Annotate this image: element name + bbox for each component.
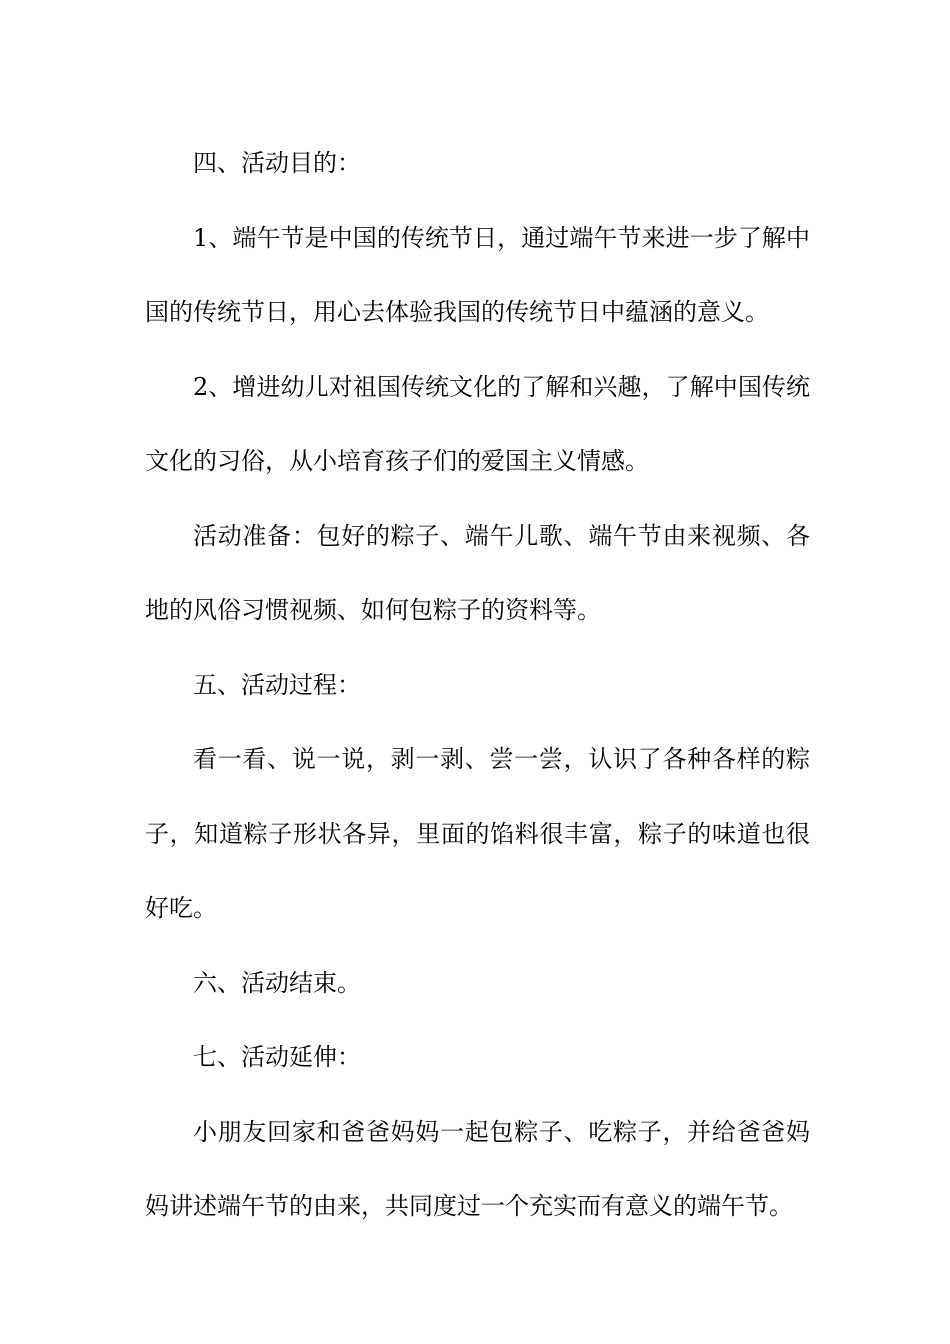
heading-activity-goals: 四、活动目的： xyxy=(193,149,361,177)
heading-activity-process: 五、活动过程： xyxy=(193,670,361,699)
heading-activity-end: 六、活动结束。 xyxy=(193,968,361,997)
activity-preparation: 活动准备：包好的粽子、端午儿歌、端午节由来视频、各地的风俗习惯视频、如何包粽子的资料等。 xyxy=(145,521,810,624)
activity-extension-text: 小朋友回家和爸爸妈妈一起包粽子、吃粽子，并给爸爸妈妈讲述端午节的由来，共同度过一个充实而有意义的端午节。 xyxy=(145,1117,810,1220)
document-body xyxy=(145,126,810,1244)
goal-item-2: 2、增进幼儿对祖国传统文化的了解和兴趣，了解中国传统文化的习俗，从小培育孩子们的爱国主义情感。 xyxy=(145,372,810,475)
goal-item-1: 1、端午节是中国的传统节日，通过端午节来进一步了解中国的传统节日，用心去体验我国的传统节日中蕴涵的意义。 xyxy=(145,223,810,326)
heading-activity-extension: 七、活动延伸： xyxy=(193,1043,361,1071)
activity-process-text: 看一看、说一说，剥一剥、尝一尝，认识了各种各样的粽子，知道粽子形状各异，里面的馅料很丰富，粽子的味道也很好吃。 xyxy=(145,745,810,922)
